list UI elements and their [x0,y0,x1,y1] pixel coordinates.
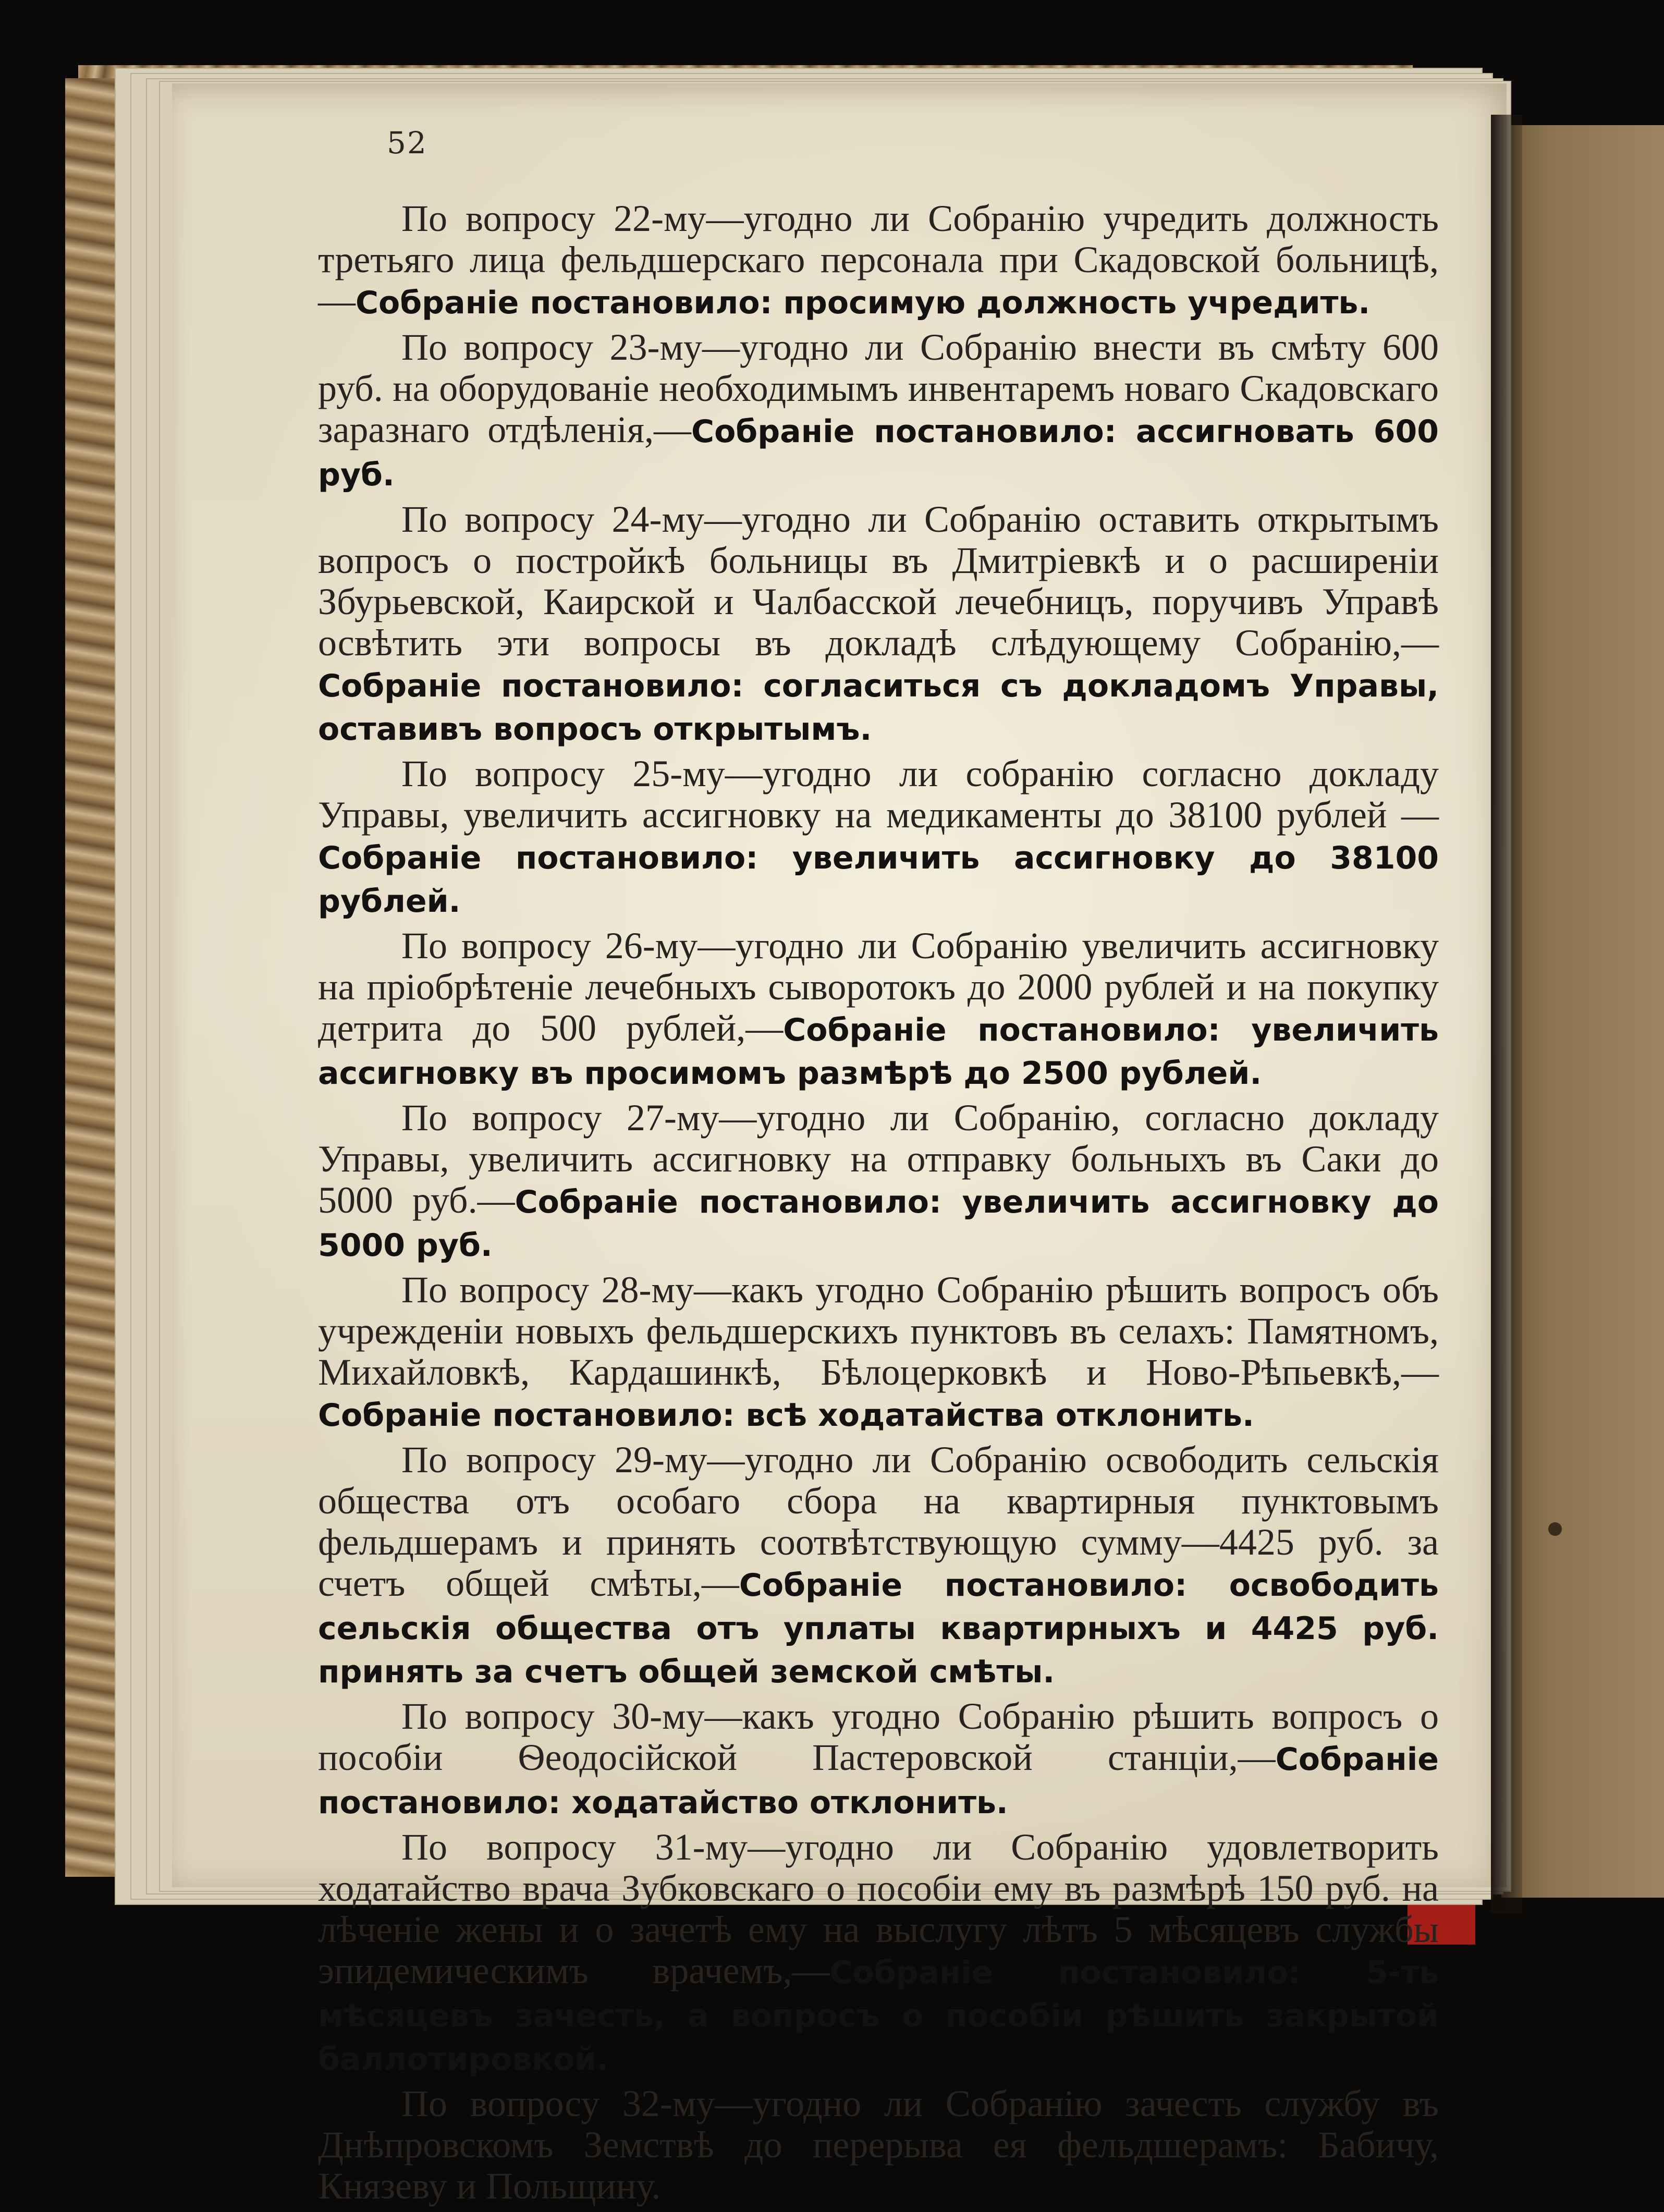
paragraph [318,753,1439,922]
question-text: По вопросу 31-му—угодно ли Собранію удовлетворить ходатайство врача Зубковскаго о пособіи ему въ размѣрѣ 150 руб. на лѣченіе жены и о зачетѣ ему на выслугу лѣтъ 5 мѣсяцевъ службы эпидемическимъ врачемъ,— [318,1826,1439,1991]
text-column [318,198,1439,2212]
question-text: По вопросу 28-му—какъ угодно Собранію рѣшить вопросъ объ учрежденіи новыхъ фельдшерскихъ пунктовъ въ селахъ: Памятномъ, Михайловкѣ, Кардашинкѣ, Бѣлоцерковкѣ и Ново-Рѣпьевкѣ,— [318,1269,1439,1393]
resolution-text: Собраніе постановило: увеличить ассигновку до 38100 рублей. [318,840,1439,920]
resolution-text: Собраніе постановило: увеличить ассигновку въ просимомъ размѣрѣ до 2500 рублей. [318,1012,1439,1092]
paragraph [318,925,1439,1094]
question-text: По вопросу 30-му—какъ угодно Собранію рѣшить вопросъ о пособіи Ѳеодосійской Пастеровской станціи,— [318,1695,1439,1778]
resolution-text: Собраніе постановило: всѣ ходатайства отклонить. [318,1397,1254,1434]
paragraph [318,1097,1439,1266]
paragraph [318,2083,1439,2209]
question-text: По вопросу 22-му—угодно ли Собранію учредить должность третьяго лица фельдшерскаго персонала при Скадовской больницѣ,— [318,198,1439,322]
question-text: По вопросу 27-му—угодно ли Собранію, согласно докладу Управы, увеличить ассигновку на отправку больныхъ въ Саки до 5000 руб.— [318,1097,1439,1221]
resolution-text: Собраніе постановило: просимую должность учредить. [356,285,1371,321]
resolution-text: Собраніе постановило: ассигновать 600 руб. [318,413,1439,493]
paragraph [318,1827,1439,2080]
resolution-text: Собраніе постановило: увеличить ассигновку до 5000 руб. [318,1184,1439,1264]
question-text: По вопросу 25-му—угодно ли собранію согласно докладу Управы, увеличить ассигновку на медикаменты до 38100 рублей — [318,753,1439,836]
question-text: По вопросу 26-му—угодно ли Собранію увеличить ассигновку на пріобрѣтеніе лечебныхъ сыворотокъ до 2000 рублей и на покупку детрита до 500 рублей,— [318,925,1439,1049]
question-text: По вопросу 24-му—угодно ли Собранію оставить открытымъ вопросъ о постройкѣ больницы въ Дмитріевкѣ и о расширеніи Збурьевской, Каирской и Чалбасской лечебницъ, поручивъ Управѣ освѣтить эти вопросы въ докладѣ слѣдующему Собранію,— [318,498,1439,664]
resolution-text: Собраніе постановило: 5-ть мѣсяцевъ зачесть, а вопросъ о пособіи рѣшить закрытой баллотировкой. [318,1954,1439,2077]
question-text: По вопросу 32-му—угодно ли Собранію зачесть службу въ Днѣпровскомъ Земствѣ до перерыва ея фельдшерамъ: Бабичу, Князеву и Польщину. [318,2083,1439,2207]
paragraph [318,1439,1439,1693]
paragraph [318,198,1439,324]
resolution-text: Собраніе постановило: ходатайство отклонить. [318,1741,1439,1821]
binding-hole [1548,1522,1562,1536]
page-number: 52 [387,125,427,161]
paragraph [318,499,1439,750]
question-text: По вопросу 23-му—угодно ли Собранію внести въ смѣту 600 руб. на оборудованіе необходимымъ инвентаремъ новаго Скадовскаго заразнаго отдѣленія,— [318,326,1439,450]
facing-page-edge [1501,125,1664,1898]
resolution-text: Собраніе постановило: освободить сельскія общества отъ уплаты квартирныхъ и 4425 руб. принять за счетъ общей земской смѣты. [318,1567,1439,1690]
gutter-shadow [1491,115,1522,1913]
resolution-text: Собраніе постановило: согласиться съ докладомъ Управы, оставивъ вопросъ открытымъ. [318,668,1439,748]
paragraph [318,1696,1439,1824]
paragraph [318,327,1439,496]
question-text: По вопросу 29-му—угодно ли Собранію освободить сельскія общества отъ особаго сбора на квартирныя пунктовымъ фельдшерамъ и принять соотвѣтствующую сумму—4425 руб. за счетъ общей смѣты,— [318,1439,1439,1604]
paragraph [318,1269,1439,1436]
